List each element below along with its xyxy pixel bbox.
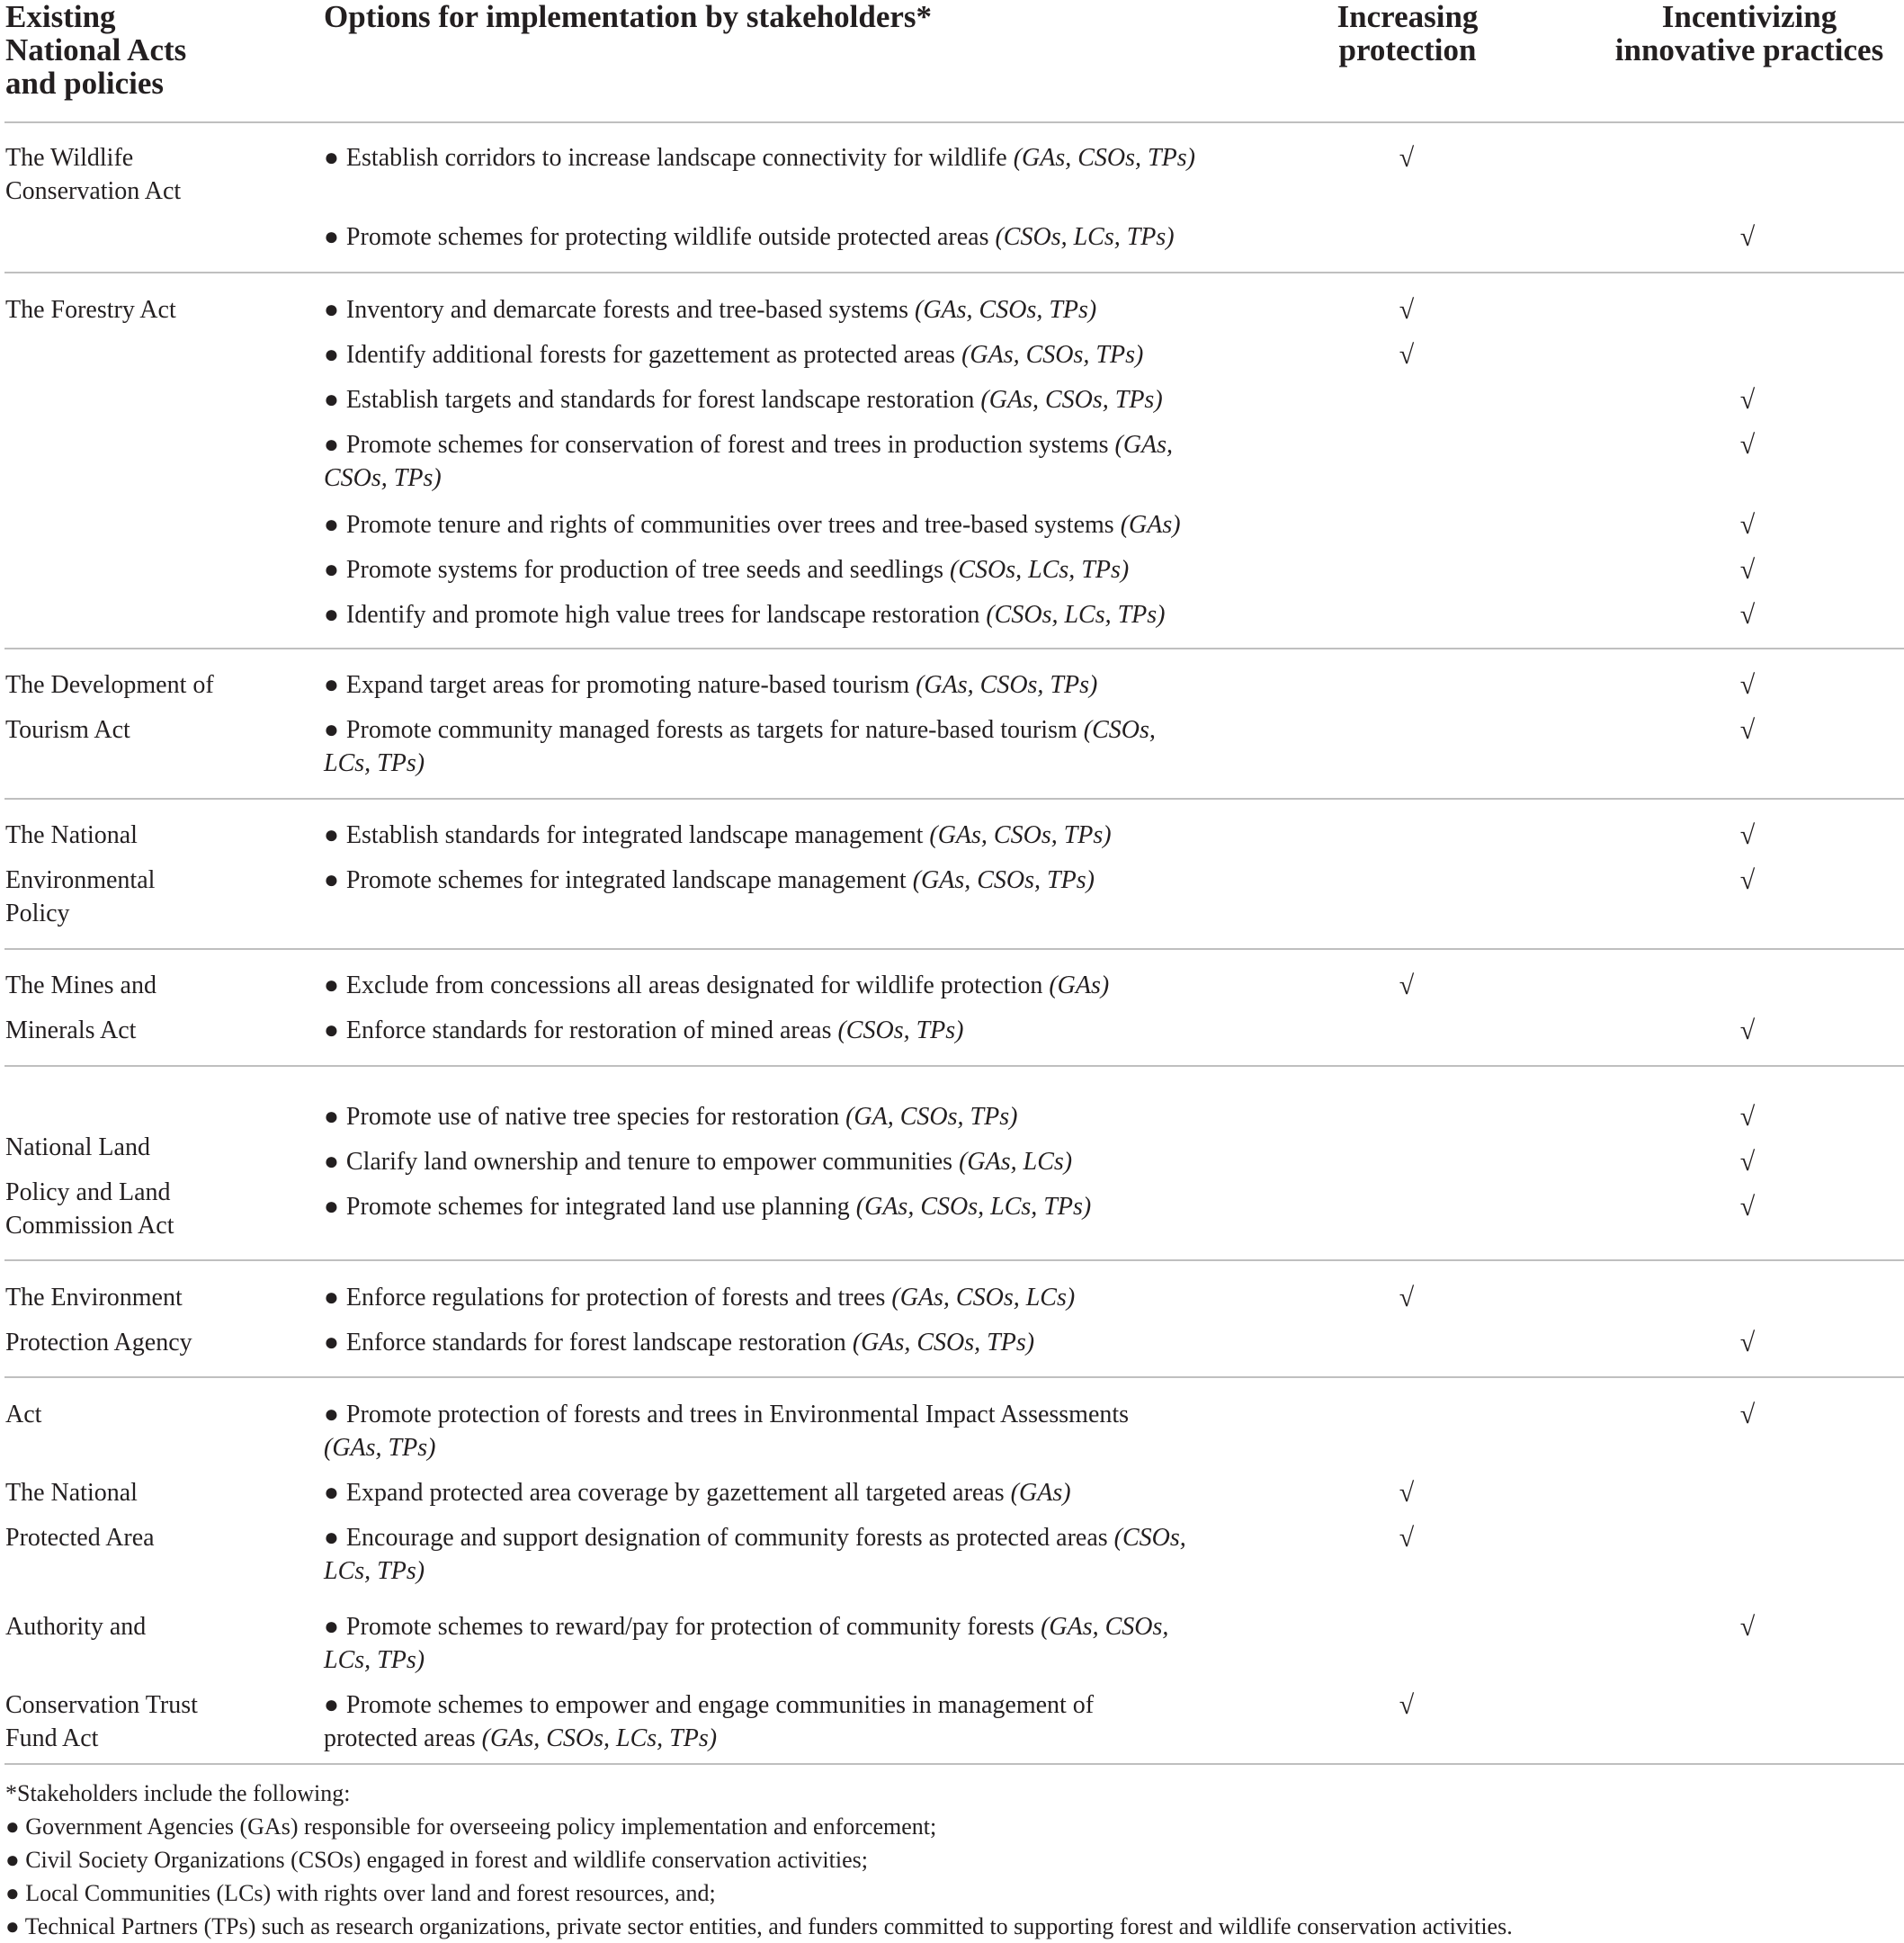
option-text: Identify and promote high value trees for landscape restoration	[345, 601, 980, 629]
option-line	[324, 1014, 1223, 1047]
option-line	[324, 1722, 1223, 1755]
bullet: ●	[324, 1284, 339, 1312]
act-name-line: Authority and	[5, 1613, 147, 1641]
bullet: ●	[324, 1401, 339, 1428]
act-name-line: Policy and Land	[5, 1178, 171, 1206]
incentive-check-icon: √	[1739, 1147, 1756, 1177]
row-divider	[4, 648, 1904, 649]
act-name	[5, 969, 293, 1002]
act-name-line: National Land	[5, 1133, 150, 1161]
incentive-check-icon: √	[1739, 670, 1756, 700]
bullet: ●	[324, 1193, 339, 1221]
act-name	[5, 1014, 293, 1047]
option-text: Promote schemes to empower and engage communities in management of	[345, 1691, 1095, 1719]
protection-check-icon: √	[1399, 295, 1415, 325]
stakeholders: CSOs, TPs)	[324, 464, 442, 492]
footnote-text: Government Agencies (GAs) responsible for overseeing policy implementation and enforcement;	[25, 1813, 937, 1840]
option-text: Enforce standards for restoration of mined areas	[345, 1016, 832, 1044]
option-line	[324, 668, 1223, 702]
option-item	[324, 819, 1223, 852]
act-name	[5, 1326, 293, 1359]
stakeholders: (GAs)	[1049, 972, 1110, 999]
bullet: ●	[324, 223, 339, 251]
option-text: Promote protection of forests and trees in Environmental Impact Assessments	[345, 1401, 1130, 1428]
act-name-line: Environmental	[5, 866, 156, 894]
act-name	[5, 1610, 293, 1643]
option-text: Promote schemes to reward/pay for protection of community forests	[345, 1613, 1035, 1641]
row-divider	[4, 1259, 1904, 1261]
stakeholders: (GAs)	[1010, 1479, 1071, 1507]
protection-check-icon: √	[1399, 1523, 1415, 1553]
option-text: Promote schemes for integrated land use planning	[345, 1193, 850, 1221]
option-text: Exclude from concessions all areas designated for wildlife protection	[345, 972, 1043, 999]
option-item	[324, 713, 1223, 780]
option-line	[324, 141, 1223, 175]
act-name	[5, 668, 293, 702]
incentive-check-icon: √	[1739, 1102, 1756, 1132]
stakeholders: (GAs, CSOs, TPs)	[915, 296, 1097, 324]
option-item	[324, 864, 1223, 897]
option-item	[324, 1610, 1223, 1677]
protection-check-icon: √	[1399, 143, 1415, 173]
option-line	[324, 1190, 1223, 1223]
option-line	[324, 1281, 1223, 1314]
option-line	[324, 713, 1223, 747]
incentive-check-icon: √	[1739, 222, 1756, 252]
footnote-item	[5, 1843, 868, 1876]
bullet: ●	[324, 972, 339, 999]
stakeholders: (GAs, CSOs, TPs)	[929, 821, 1112, 849]
stakeholders: (CSOs, TPs)	[837, 1016, 964, 1044]
option-item	[324, 428, 1223, 495]
option-text: Expand protected area coverage by gazettement all targeted areas	[345, 1479, 1005, 1507]
option-item	[324, 1100, 1223, 1133]
incentive-check-icon: √	[1739, 510, 1756, 540]
option-line	[324, 1643, 1223, 1677]
stakeholders: (GAs)	[1120, 511, 1181, 539]
protection-check-icon: √	[1399, 1283, 1415, 1312]
stakeholders: (GAs, CSOs, TPs)	[912, 866, 1095, 894]
act-name-line: Policy	[5, 900, 70, 927]
option-line	[324, 1398, 1223, 1431]
footnote-item	[5, 1810, 936, 1843]
footnote-intro: *Stakeholders include the following:	[5, 1780, 351, 1806]
stakeholders: (GAs, TPs)	[324, 1434, 436, 1462]
act-name	[5, 1521, 293, 1554]
bullet: ●	[324, 431, 339, 459]
option-text: Promote schemes for protecting wildlife outside protected areas	[345, 223, 989, 251]
bullet: ●	[5, 1847, 26, 1873]
act-name-line: The National	[5, 1479, 138, 1507]
protection-check-icon: √	[1399, 1478, 1415, 1508]
option-text: Enforce regulations for protection of forests and trees	[345, 1284, 886, 1312]
protection-check-icon: √	[1399, 1690, 1415, 1720]
option-item	[324, 969, 1223, 1002]
bullet: ●	[324, 1103, 339, 1131]
option-item	[324, 293, 1223, 327]
stakeholders: (GAs,	[1114, 431, 1174, 459]
option-line	[324, 220, 1223, 254]
option-line	[324, 428, 1223, 461]
option-line	[324, 1145, 1223, 1178]
option-line	[324, 747, 1223, 780]
header-options: Options for implementation by stakeholders*	[324, 0, 933, 34]
act-name-line: Conservation Act	[5, 177, 182, 205]
incentive-check-icon: √	[1739, 820, 1756, 850]
row-divider	[4, 121, 1904, 123]
stakeholders: (CSOs, LCs, TPs)	[950, 556, 1130, 584]
option-text: Promote use of native tree species for restoration	[345, 1103, 840, 1131]
stakeholders: LCs, TPs)	[324, 1557, 425, 1585]
option-text: Inventory and demarcate forests and tree-based systems	[345, 296, 909, 324]
footnote-text: Local Communities (LCs) with rights over land and forest resources, and;	[25, 1880, 716, 1906]
option-text: Promote schemes for conservation of forest and trees in production systems	[345, 431, 1109, 459]
option-item	[324, 1398, 1223, 1464]
act-name-line: The Forestry Act	[5, 296, 176, 324]
header-acts: Existing National Acts and policies	[5, 0, 187, 101]
act-name	[5, 1176, 293, 1242]
stakeholders: (GAs, CSOs, LCs, TPs)	[855, 1193, 1092, 1221]
stakeholders: (CSOs,	[1083, 716, 1156, 744]
bullet: ●	[324, 1016, 339, 1044]
option-text: Establish standards for integrated landscape management	[345, 821, 924, 849]
option-item	[324, 220, 1223, 254]
option-line	[324, 969, 1223, 1002]
bullet: ●	[324, 671, 339, 699]
act-name-line: The Mines and	[5, 972, 156, 999]
incentive-check-icon: √	[1739, 1612, 1756, 1642]
row-divider	[4, 272, 1904, 273]
stakeholders: (GA, CSOs, TPs)	[845, 1103, 1018, 1131]
option-item	[324, 1688, 1223, 1755]
act-name-line: Conservation Trust	[5, 1691, 198, 1719]
act-name-line: The Development of	[5, 671, 214, 699]
option-text: Clarify land ownership and tenure to empower communities	[345, 1148, 953, 1176]
bullet: ●	[324, 716, 339, 744]
act-name	[5, 713, 293, 747]
bullet: ●	[324, 1524, 339, 1552]
incentive-check-icon: √	[1739, 1400, 1756, 1429]
option-text: Enforce standards for forest landscape restoration	[345, 1329, 846, 1357]
option-line	[324, 553, 1223, 586]
act-name	[5, 1281, 293, 1314]
stakeholders: (GAs, CSOs, TPs)	[980, 386, 1163, 414]
option-item	[324, 1145, 1223, 1178]
option-item	[324, 1190, 1223, 1223]
option-line	[324, 461, 1223, 495]
protection-check-icon: √	[1399, 340, 1415, 370]
stakeholders: (GAs, CSOs, TPs)	[961, 341, 1144, 369]
stakeholders: (GAs, LCs)	[959, 1148, 1073, 1176]
bullet: ●	[324, 1691, 339, 1719]
act-name	[5, 1398, 293, 1431]
bullet: ●	[324, 821, 339, 849]
act-name-line: Tourism Act	[5, 716, 130, 744]
act-name-line: Protection Agency	[5, 1329, 192, 1357]
incentive-check-icon: √	[1739, 1328, 1756, 1357]
header-protection: Increasing protection	[1336, 0, 1479, 67]
bullet: ●	[324, 1613, 339, 1641]
bullet: ●	[324, 341, 339, 369]
bullet: ●	[324, 1329, 339, 1357]
option-line	[324, 1554, 1223, 1588]
bullet: ●	[5, 1880, 26, 1906]
incentive-check-icon: √	[1739, 715, 1756, 745]
stakeholders: LCs, TPs)	[324, 749, 425, 777]
incentive-check-icon: √	[1739, 1192, 1756, 1222]
option-text: Identify additional forests for gazettement as protected areas	[345, 341, 956, 369]
option-line	[324, 1431, 1223, 1464]
bullet: ●	[324, 296, 339, 324]
bullet: ●	[324, 386, 339, 414]
option-item	[324, 1476, 1223, 1509]
option-text: Promote tenure and rights of communities over trees and tree-based systems	[345, 511, 1114, 539]
footnote-item	[5, 1876, 716, 1910]
row-divider	[4, 1065, 1904, 1067]
bullet: ●	[324, 1148, 339, 1176]
row-divider	[4, 798, 1904, 800]
act-name	[5, 1476, 293, 1509]
footnote-text: Civil Society Organizations (CSOs) engaged in forest and wildlife conservation activities;	[25, 1847, 868, 1873]
option-text: Expand target areas for promoting nature-based tourism	[345, 671, 910, 699]
bullet: ●	[324, 144, 339, 172]
incentive-check-icon: √	[1739, 600, 1756, 630]
stakeholders: (GAs, CSOs, LCs)	[891, 1284, 1076, 1312]
option-item	[324, 1014, 1223, 1047]
stakeholders: LCs, TPs)	[324, 1646, 425, 1674]
option-item	[324, 338, 1223, 372]
bullet: ●	[324, 511, 339, 539]
option-line	[324, 1476, 1223, 1509]
stakeholders: (GAs, CSOs, LCs, TPs)	[481, 1724, 718, 1752]
option-text: Promote community managed forests as targets for nature-based tourism	[345, 716, 1077, 744]
option-text: Promote schemes for integrated landscape management	[345, 866, 907, 894]
header-incentive: Incentivizing innovative practices	[1614, 0, 1884, 67]
bullet: ●	[324, 601, 339, 629]
option-line	[324, 293, 1223, 327]
stakeholders: (CSOs, LCs, TPs)	[986, 601, 1166, 629]
act-name	[5, 819, 293, 852]
option-text: Encourage and support designation of community forests as protected areas	[345, 1524, 1108, 1552]
option-line	[324, 1688, 1223, 1722]
option-line	[324, 598, 1223, 631]
protection-check-icon: √	[1399, 971, 1415, 1000]
option-text: Establish targets and standards for forest landscape restoration	[345, 386, 975, 414]
bullet: ●	[5, 1813, 26, 1840]
footnote-text: Technical Partners (TPs) such as research organizations, private sector entities, and funders committed to supporting forest and wildlife conservation activities.	[24, 1913, 1513, 1939]
option-line	[324, 383, 1223, 416]
row-divider	[4, 948, 1904, 950]
option-item	[324, 598, 1223, 631]
option-line	[324, 338, 1223, 372]
incentive-check-icon: √	[1739, 555, 1756, 585]
stakeholders: (CSOs, LCs, TPs)	[995, 223, 1175, 251]
act-name	[5, 293, 293, 327]
act-name-line: Commission Act	[5, 1212, 174, 1240]
act-name	[5, 864, 293, 930]
option-item	[324, 553, 1223, 586]
act-name-line: The Wildlife	[5, 144, 134, 172]
option-text: Establish corridors to increase landscape connectivity for wildlife	[345, 144, 1007, 172]
option-item	[324, 383, 1223, 416]
footnote-item	[5, 1910, 1513, 1943]
option-item	[324, 1326, 1223, 1359]
stakeholders: (CSOs,	[1113, 1524, 1186, 1552]
option-text: Promote systems for production of tree seeds and seedlings	[345, 556, 944, 584]
act-name-line: Fund Act	[5, 1724, 99, 1752]
act-name	[5, 1688, 293, 1755]
option-item	[324, 668, 1223, 702]
stakeholders: (GAs, CSOs, TPs)	[916, 671, 1098, 699]
stakeholders: (GAs, CSOs,	[1041, 1613, 1169, 1641]
act-name-line: The Environment	[5, 1284, 183, 1312]
act-name-line: Act	[5, 1401, 42, 1428]
row-divider	[4, 1376, 1904, 1378]
incentive-check-icon: √	[1739, 1016, 1756, 1045]
option-line	[324, 1100, 1223, 1133]
bullet: ●	[324, 556, 339, 584]
act-name	[5, 1131, 293, 1164]
incentive-check-icon: √	[1739, 385, 1756, 415]
act-name-line: Minerals Act	[5, 1016, 137, 1044]
option-item	[324, 141, 1223, 175]
option-line	[324, 1610, 1223, 1643]
stakeholders: (GAs, CSOs, TPs)	[1013, 144, 1195, 172]
option-line	[324, 864, 1223, 897]
bullet: ●	[324, 1479, 339, 1507]
option-line	[324, 1521, 1223, 1554]
option-line	[324, 1326, 1223, 1359]
option-text: protected areas	[324, 1724, 476, 1752]
option-item	[324, 1521, 1223, 1588]
bullet: ●	[5, 1913, 25, 1939]
incentive-check-icon: √	[1739, 430, 1756, 460]
incentive-check-icon: √	[1739, 865, 1756, 895]
stakeholders: (GAs, CSOs, TPs)	[852, 1329, 1035, 1357]
act-name	[5, 141, 293, 208]
option-line	[324, 819, 1223, 852]
option-item	[324, 508, 1223, 542]
act-name-line: Protected Area	[5, 1524, 155, 1552]
option-line	[324, 508, 1223, 542]
option-item	[324, 1281, 1223, 1314]
row-divider	[4, 1763, 1904, 1765]
bullet: ●	[324, 866, 339, 894]
act-name-line: The National	[5, 821, 138, 849]
